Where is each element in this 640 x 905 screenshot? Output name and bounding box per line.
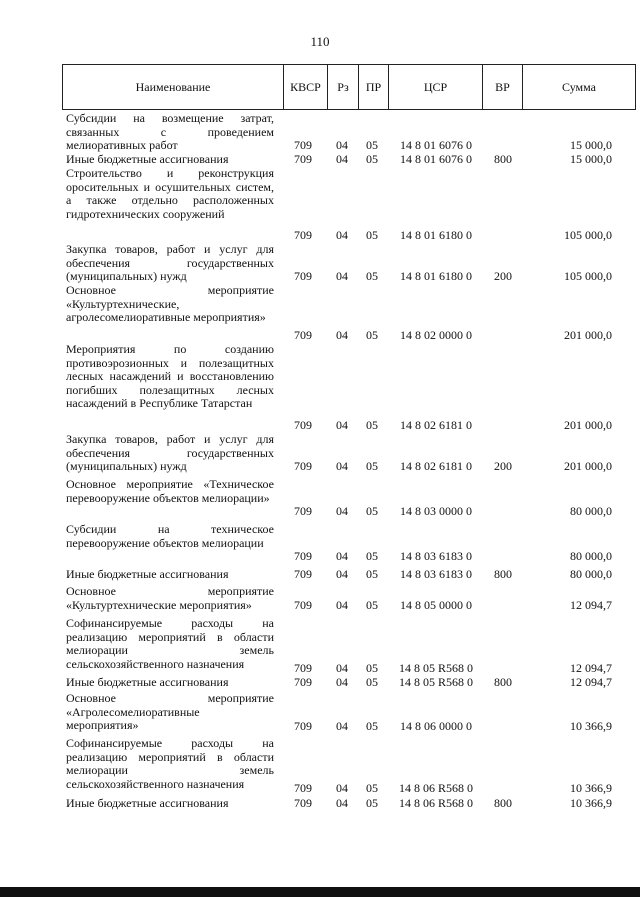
row-csr: 14 8 06 0000 0 — [400, 719, 472, 733]
row-pr: 05 — [366, 675, 378, 689]
scan-edge-bar — [0, 887, 640, 897]
row-pr: 05 — [366, 504, 378, 518]
table-row — [0, 523, 640, 568]
row-rz: 04 — [336, 661, 348, 675]
column-header-sum: Сумма — [562, 79, 596, 94]
row-vr: 800 — [494, 675, 512, 689]
row-rz: 04 — [336, 152, 348, 166]
row-csr: 14 8 03 6183 0 — [400, 549, 472, 563]
row-pr: 05 — [366, 567, 378, 581]
row-name: Софинансируемые расходы на реализацию мероприятий в области мелиорации земель сельскохозяйственного назначения — [66, 616, 274, 671]
row-sum: 10 366,9 — [570, 719, 612, 733]
row-rz: 04 — [336, 598, 348, 612]
row-sum: 15 000,0 — [570, 138, 612, 152]
row-name: Мероприятия по созданию противоэрозионных и полезащитных лесных насаждений и восстановлению погибших полезащитных лесных насаждений в Республике Татарстан — [66, 342, 274, 410]
row-kvsr: 709 — [294, 152, 312, 166]
table-row — [0, 478, 640, 523]
table-row — [0, 585, 640, 617]
row-kvsr: 709 — [294, 675, 312, 689]
row-name: Иные бюджетные ассигнования — [66, 796, 229, 810]
row-pr: 05 — [366, 549, 378, 563]
column-header-rz: Рз — [328, 65, 359, 109]
row-kvsr: 709 — [294, 418, 312, 432]
row-rz: 04 — [336, 796, 348, 810]
table-row — [0, 167, 640, 243]
column-header-pr: ПР — [359, 65, 389, 109]
table-row — [0, 243, 640, 284]
row-sum: 10 366,9 — [570, 796, 612, 810]
row-rz: 04 — [336, 228, 348, 242]
row-pr: 05 — [366, 328, 378, 342]
row-pr: 05 — [366, 781, 378, 795]
row-rz: 04 — [336, 459, 348, 473]
row-csr: 14 8 03 0000 0 — [400, 504, 472, 518]
row-vr: 200 — [494, 269, 512, 283]
row-sum: 80 000,0 — [570, 549, 612, 563]
row-name: Субсидии на возмещение затрат, связанных с проведением мелиоративных работ — [66, 111, 274, 152]
row-csr: 14 8 05 0000 0 — [400, 598, 472, 612]
row-rz: 04 — [336, 675, 348, 689]
table-row — [0, 284, 640, 343]
row-csr: 14 8 01 6180 0 — [400, 228, 472, 242]
table-body — [0, 112, 640, 813]
row-vr: 800 — [494, 152, 512, 166]
page-number: 110 — [310, 34, 330, 49]
row-kvsr: 709 — [294, 328, 312, 342]
row-name: Закупка товаров, работ и услуг для обеспечения государственных (муниципальных) нужд — [66, 432, 274, 473]
row-pr: 05 — [366, 418, 378, 432]
row-kvsr: 709 — [294, 598, 312, 612]
row-kvsr: 709 — [294, 138, 312, 152]
row-name: Основное мероприятие «Культуртехнические, агролесомелиоративные мероприятия» — [66, 283, 274, 324]
row-pr: 05 — [366, 719, 378, 733]
table-row — [0, 676, 640, 692]
row-rz: 04 — [336, 504, 348, 518]
row-rz: 04 — [336, 269, 348, 283]
row-csr: 14 8 06 R568 0 — [398, 796, 473, 810]
table-row — [0, 343, 640, 433]
row-pr: 05 — [366, 459, 378, 473]
row-kvsr: 709 — [294, 459, 312, 473]
row-sum: 105 000,0 — [564, 228, 612, 242]
row-rz: 04 — [336, 138, 348, 152]
row-kvsr: 709 — [294, 567, 312, 581]
row-name: Иные бюджетные ассигнования — [66, 675, 229, 689]
table-row — [0, 433, 640, 478]
row-vr: 800 — [494, 567, 512, 581]
row-kvsr: 709 — [294, 781, 312, 795]
row-csr: 14 8 02 6181 0 — [400, 459, 472, 473]
row-name: Основное мероприятие «Агролесомелиоративные мероприятия» — [66, 691, 274, 732]
row-rz: 04 — [336, 418, 348, 432]
table-row — [0, 737, 640, 797]
row-rz: 04 — [336, 781, 348, 795]
row-sum: 105 000,0 — [564, 269, 612, 283]
table-row — [0, 112, 640, 153]
row-rz: 04 — [336, 567, 348, 581]
row-pr: 05 — [366, 228, 378, 242]
row-vr: 800 — [494, 796, 512, 810]
column-header-name: Наименование — [63, 65, 284, 109]
row-sum: 201 000,0 — [564, 459, 612, 473]
row-kvsr: 709 — [294, 719, 312, 733]
column-header-kvsr: КВСР — [284, 65, 328, 109]
row-kvsr: 709 — [294, 796, 312, 810]
row-kvsr: 709 — [294, 549, 312, 563]
row-csr: 14 8 02 6181 0 — [400, 418, 472, 432]
column-header-vr: ВР — [483, 65, 523, 109]
table-row — [0, 692, 640, 737]
row-csr: 14 8 05 R568 0 — [398, 661, 473, 675]
table-row — [0, 617, 640, 676]
row-pr: 05 — [366, 152, 378, 166]
row-pr: 05 — [366, 269, 378, 283]
row-sum: 201 000,0 — [564, 418, 612, 432]
row-pr: 05 — [366, 796, 378, 810]
row-name: Иные бюджетные ассигнования — [66, 152, 229, 166]
row-name: Иные бюджетные ассигнования — [66, 567, 229, 581]
row-csr: 14 8 06 R568 0 — [398, 781, 473, 795]
row-rz: 04 — [336, 328, 348, 342]
row-pr: 05 — [366, 598, 378, 612]
row-csr: 14 8 05 R568 0 — [398, 675, 473, 689]
row-sum: 12 094,7 — [570, 675, 612, 689]
row-csr: 14 8 01 6180 0 — [400, 269, 472, 283]
table-row — [0, 568, 640, 585]
table-row — [0, 797, 640, 813]
row-kvsr: 709 — [294, 504, 312, 518]
row-kvsr: 709 — [294, 269, 312, 283]
row-sum: 15 000,0 — [570, 152, 612, 166]
row-name: Основное мероприятие «Техническое перевооружение объектов мелиорации» — [66, 477, 274, 505]
table-header — [62, 64, 636, 110]
row-csr: 14 8 01 6076 0 — [400, 152, 472, 166]
table-row — [0, 153, 640, 167]
row-name: Строительство и реконструкция оросительных и осушительных систем, а также отдельно расположенных гидротехнических сооружений — [66, 166, 274, 221]
row-sum: 12 094,7 — [570, 661, 612, 675]
row-kvsr: 709 — [294, 661, 312, 675]
row-csr: 14 8 03 6183 0 — [400, 567, 472, 581]
row-sum: 10 366,9 — [570, 781, 612, 795]
row-kvsr: 709 — [294, 228, 312, 242]
row-vr: 200 — [494, 459, 512, 473]
row-name: Субсидии на техническое перевооружение объектов мелиорации — [66, 522, 274, 550]
row-pr: 05 — [366, 661, 378, 675]
row-sum: 80 000,0 — [570, 567, 612, 581]
row-sum: 80 000,0 — [570, 504, 612, 518]
row-name: Закупка товаров, работ и услуг для обеспечения государственных (муниципальных) нужд — [66, 242, 274, 283]
row-name: Основное мероприятие «Культуртехнические мероприятия» — [66, 584, 274, 612]
row-csr: 14 8 01 6076 0 — [400, 138, 472, 152]
row-rz: 04 — [336, 549, 348, 563]
row-sum: 12 094,7 — [570, 598, 612, 612]
row-rz: 04 — [336, 719, 348, 733]
row-pr: 05 — [366, 138, 378, 152]
row-name: Софинансируемые расходы на реализацию мероприятий в области мелиорации земель сельскохозяйственного назначения — [66, 736, 274, 791]
column-header-csr: ЦСР — [389, 65, 483, 109]
row-sum: 201 000,0 — [564, 328, 612, 342]
row-csr: 14 8 02 0000 0 — [400, 328, 472, 342]
